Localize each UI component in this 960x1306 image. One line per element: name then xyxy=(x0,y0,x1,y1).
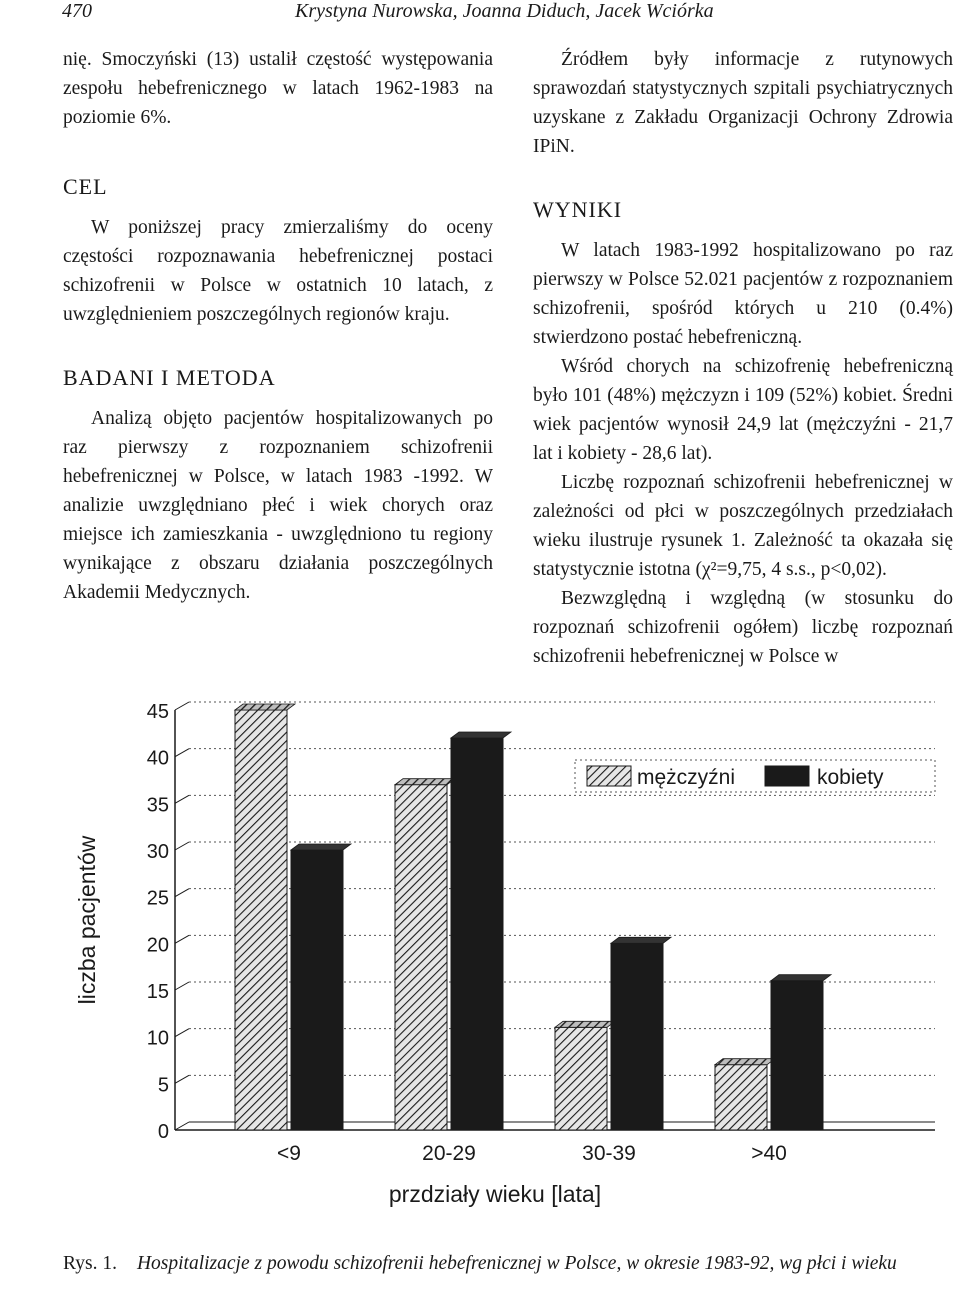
page-number: 470 xyxy=(62,0,92,22)
caption-text: Hospitalizacje z powodu schizofrenii hebefrenicznej w Polsce, w okresie 1983-92, wg płci i wieku xyxy=(136,1253,897,1274)
y-tick-label: 0 xyxy=(157,1121,169,1143)
y-tick-label: 30 xyxy=(146,841,169,863)
bar-top xyxy=(611,937,671,943)
legend-swatch-women xyxy=(765,766,809,786)
bar-top xyxy=(451,732,511,738)
x-tick-label: 20-29 xyxy=(422,1142,476,1165)
gridline-tick xyxy=(175,795,189,803)
y-tick-label: 5 xyxy=(157,1074,169,1097)
y-tick-label: 15 xyxy=(146,981,169,1003)
bar xyxy=(611,943,663,1130)
bar xyxy=(291,850,343,1130)
figure-caption xyxy=(63,1250,953,1278)
bar xyxy=(235,710,287,1130)
x-tick-label: 30-39 xyxy=(582,1142,636,1165)
heading-cel: CEL xyxy=(63,174,108,199)
results-paragraph-1: W latach 1983-1992 hospitalizowano po raz pierwszy w Polsce 52.021 pacjentów z rozpoznaniem schizofrenii, spośród których u 210 (0.4%) stwierdzono postać hebefreniczną. xyxy=(533,240,953,348)
gridline-tick xyxy=(175,982,189,990)
bar xyxy=(555,1027,607,1130)
y-tick-label: 40 xyxy=(146,747,169,770)
bar-chart xyxy=(55,700,960,1220)
bar xyxy=(715,1065,767,1130)
gridline-tick xyxy=(175,1029,189,1037)
bar xyxy=(451,738,503,1130)
gridline-tick xyxy=(175,749,189,757)
bar-top xyxy=(771,975,831,981)
heading-methods: BADANI I METODA xyxy=(63,365,276,390)
legend-swatch-men xyxy=(587,766,631,786)
y-tick-label: 35 xyxy=(146,794,169,817)
bar-top xyxy=(395,779,455,785)
bar-top xyxy=(291,844,351,850)
bar-top xyxy=(555,1021,615,1027)
y-axis-title: liczba pacjentów xyxy=(74,835,100,1005)
methods-paragraph: Analizą objęto pacjentów hospitalizowanych po raz pierwszy z rozpoznaniem schizofrenii hebefrenicznej w Polsce, w latach 1983 -1992. W analizie uwzględniano płeć i wiek chorych oraz miejsce ich zamieszkania - uwzględniono tu regiony wynikające z obszaru działania poszczególnych Akademii Medycznych. xyxy=(63,408,493,603)
bar-top xyxy=(715,1059,775,1065)
y-tick-label: 45 xyxy=(146,701,169,723)
x-tick-label: <9 xyxy=(277,1142,301,1165)
heading-results: WYNIKI xyxy=(533,197,623,222)
y-tick-label: 20 xyxy=(146,934,169,957)
figure-chart xyxy=(55,700,960,1220)
y-tick-label: 25 xyxy=(146,887,169,910)
bar-top xyxy=(235,704,295,710)
results-paragraph-3: Liczbę rozpoznań schizofrenii hebefrenicznej w zależności od płci w poszczególnych przedziałach wieku ilustruje rysunek 1. Zależność ta okazała się statystycznie istotna (χ²=9,75, 4 s.s., p<0,02). xyxy=(533,472,953,580)
gridline-tick xyxy=(175,702,189,710)
x-tick-label: >40 xyxy=(751,1142,787,1165)
cel-paragraph: W poniższej pracy zmierzaliśmy do oceny częstości rozpoznawania hebefrenicznej postaci schizofrenii w Polsce w ostatnich 10 latach, z uwzględnieniem poszczególnych regionów kraju. xyxy=(63,217,493,325)
gridline-tick xyxy=(175,889,189,897)
gridline-tick xyxy=(175,935,189,943)
y-tick-label: 10 xyxy=(146,1027,169,1050)
running-head: Krystyna Nurowska, Joanna Diduch, Jacek Wciórka xyxy=(295,0,714,22)
page-header xyxy=(0,0,960,30)
legend-label-women: kobiety xyxy=(817,766,884,789)
intro-paragraph: nię. Smoczyński (13) ustalił częstość występowania zespołu hebefrenicznego w latach 1962-1983 na poziomie 6%. xyxy=(63,49,493,128)
gridline-tick xyxy=(175,1122,189,1130)
gridline-tick xyxy=(175,842,189,850)
results-paragraph-2: Wśród chorych na schizofrenię hebefreniczną było 101 (48%) mężczyzn i 109 (52%) kobiet. Średni wiek pacjentów wynosił 24,9 lat (mężczyźni - 21,7 lat i kobiety - 28,6 lat). xyxy=(533,356,953,464)
bar xyxy=(395,785,447,1130)
gridline-tick xyxy=(175,1075,189,1083)
legend-label-men: mężczyźni xyxy=(637,766,736,789)
right-column xyxy=(533,45,953,671)
source-paragraph: Źródłem były informacje z rutynowych sprawozdań statystycznych szpitali psychiatrycznych uzyskane z Zakładu Organizacji Ochrony Zdrowia IPiN. xyxy=(533,49,953,157)
left-column xyxy=(63,45,493,607)
results-paragraph-4: Bezwzględną i względną (w stosunku do rozpoznań schizofrenii ogółem) liczbę rozpoznań schizofrenii hebefrenicznej w Polsce w xyxy=(533,588,953,667)
bar xyxy=(771,981,823,1130)
x-axis-title: przdziały wieku [lata] xyxy=(388,1181,602,1207)
caption-label: Rys. 1. xyxy=(63,1253,117,1274)
